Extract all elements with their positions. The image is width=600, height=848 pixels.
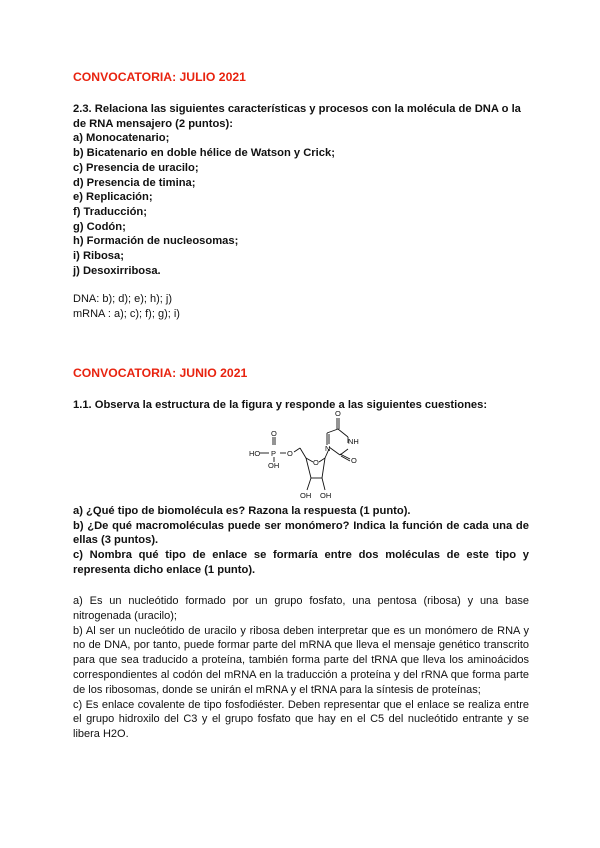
figure-label: O bbox=[287, 449, 293, 458]
subquestion-a: a) ¿Qué tipo de biomolécula es? Razona la respuesta (1 punto). bbox=[73, 505, 411, 517]
answer-b: b) Al ser un nucleótido de uracilo y ribosa deben interpretar que es un monómero de RNA y no de DNA, por tanto, puede formar parte del mRNA que lleva el mensaje genético transcrito para que sea traducido a proteína, también forma parte del tRNA que lleva los aminoácidos correspondientes al codón del mRNA en la traducción a proteína y del rRNA que forma parte de los ribosomas, donde se unirán el mRNA y el tRNA para la síntesis de proteínas; bbox=[73, 624, 529, 696]
figure-label: O bbox=[335, 409, 341, 418]
answer-2-3-block bbox=[73, 292, 529, 322]
answer-c: c) Es enlace covalente de tipo fosfodiéster. Deben representar que el enlace se realiza entre el grupo hidroxilo del C3 y el grupo fosfato que hay en el C5 del nucleótido entrante y se libera H2O. bbox=[73, 698, 529, 741]
answer-dna: DNA: b); d); e); h); j) bbox=[73, 293, 173, 305]
question-1-1: 1.1. Observa la estructura de la figura y responde a las siguientes cuestiones: bbox=[73, 399, 488, 411]
answer-a: a) Es un nucleótido formado por un grupo fosfato, una pentosa (ribosa) y una base nitrogenada (uracilo); bbox=[73, 595, 529, 622]
figure-label: OH bbox=[268, 461, 280, 470]
list-item: b) Bicatenario en doble hélice de Watson y Crick; bbox=[73, 147, 335, 160]
list-item: c) Presencia de uracilo; bbox=[73, 161, 199, 174]
heading-junio-2021: CONVOCATORIA: JUNIO 2021 bbox=[73, 366, 248, 380]
question-2-3-block bbox=[73, 102, 529, 278]
figure-label: P bbox=[271, 449, 277, 458]
list-item: d) Presencia de timina; bbox=[73, 176, 196, 189]
list-item: g) Codón; bbox=[73, 220, 126, 233]
subquestion-b: b) ¿De qué macromoléculas puede ser monómero? Indica la función de cada una de ellas (3 puntos). bbox=[73, 519, 529, 547]
uridine-monophosphate-structure bbox=[240, 405, 370, 505]
figure-label: OH bbox=[300, 491, 312, 500]
list-item: f) Traducción; bbox=[73, 205, 147, 218]
figure-label: O bbox=[313, 458, 319, 467]
list-item: i) Ribosa; bbox=[73, 250, 124, 263]
figure-label: O bbox=[351, 456, 357, 465]
subquestion-c: c) Nombra qué tipo de enlace se formaría entre dos moléculas de este tipo y representa dicho enlace (1 punto). bbox=[73, 549, 529, 576]
heading-julio-2021: CONVOCATORIA: JULIO 2021 bbox=[73, 70, 246, 84]
question-2-3: 2.3. Relaciona las siguientes características y procesos con la molécula de DNA o la de RNA mensajero (2 puntos): bbox=[73, 103, 521, 130]
list-item: a) Monocatenario; bbox=[73, 132, 170, 145]
figure-label: HO bbox=[249, 449, 261, 458]
figure-label: NH bbox=[348, 437, 359, 446]
answers-1-1-block bbox=[73, 594, 529, 742]
subquestions-block bbox=[73, 504, 529, 578]
figure-label: N bbox=[325, 444, 331, 453]
figure-label: OH bbox=[320, 491, 332, 500]
list-item: h) Formación de nucleosomas; bbox=[73, 235, 239, 248]
list-item: e) Replicación; bbox=[73, 191, 153, 204]
list-item: j) Desoxirribosa. bbox=[73, 264, 161, 277]
answer-mrna: mRNA : a); c); f); g); i) bbox=[73, 307, 180, 320]
characteristics-list bbox=[73, 131, 529, 278]
figure-label: O bbox=[271, 429, 277, 438]
